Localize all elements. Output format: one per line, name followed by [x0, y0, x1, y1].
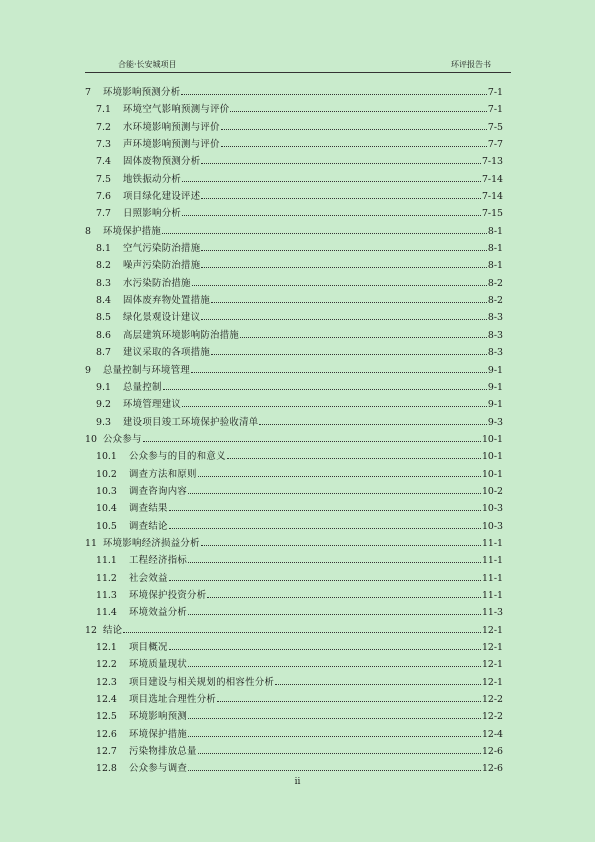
toc-entry-page: 8-2: [487, 277, 503, 289]
toc-dot-leader: [169, 520, 481, 529]
toc-dot-leader: [192, 277, 487, 286]
toc-entry-page: 10-2: [481, 485, 503, 497]
toc-entry-title: 环境保护措施: [129, 728, 188, 740]
toc-entry-number: 12: [85, 624, 97, 636]
toc-dot-leader: [275, 676, 481, 685]
toc-entry-page: 8-3: [487, 329, 503, 341]
toc-entry-title: 高层建筑环境影响防治措施: [123, 329, 240, 341]
toc-entry-title: 环境质量现状: [129, 659, 188, 671]
toc-entry-page: 10-1: [481, 468, 503, 480]
toc-entry[interactable]: [85, 606, 503, 623]
toc-dot-leader: [230, 103, 486, 112]
toc-entry-title: 固体废物预测分析: [123, 156, 201, 168]
toc-dot-leader: [169, 641, 481, 650]
page-number: ii: [294, 777, 301, 787]
toc-entry-number: 11.1: [96, 555, 117, 567]
toc-entry-number: 8.4: [96, 295, 111, 307]
toc-dot-leader: [188, 554, 481, 563]
toc-entry-page: 7-1: [487, 104, 503, 116]
toc-dot-leader: [221, 138, 487, 147]
toc-entry[interactable]: [85, 103, 503, 120]
toc-entry[interactable]: [85, 346, 503, 363]
toc-entry-number: 12.2: [96, 659, 117, 671]
toc-dot-leader: [143, 433, 481, 442]
toc-entry-number: 12.3: [96, 676, 117, 688]
toc-entry-title: 结论: [103, 624, 123, 636]
toc-entry-title: 公众参与: [103, 433, 142, 445]
toc-entry-number: 11: [85, 537, 97, 549]
header-project-name: 合能·长安城项目: [118, 60, 177, 69]
toc-entry-page: 12-1: [481, 642, 503, 653]
toc-entry-title: 建设项目竣工环境保护验收清单: [123, 416, 259, 428]
toc-entry[interactable]: [85, 294, 503, 311]
toc-dot-leader: [201, 190, 481, 199]
toc-entry-number: 11.4: [96, 607, 117, 619]
toc-entry-number: 9.2: [96, 399, 111, 411]
toc-entry-number: 11.3: [96, 589, 117, 601]
toc-entry-number: 9: [85, 364, 91, 376]
toc-entry-page: 9-1: [487, 399, 503, 411]
toc-entry-number: 8.5: [96, 312, 111, 324]
toc-entry-number: 10.4: [96, 503, 117, 515]
toc-entry-title: 社会效益: [129, 572, 168, 584]
toc-dot-leader: [123, 624, 481, 633]
toc-entry-page: 9-1: [487, 364, 503, 376]
toc-entry-number: 12.5: [96, 711, 117, 723]
toc-entry-title: 环境影响经济损益分析: [103, 537, 200, 549]
toc-entry-number: 10.2: [96, 468, 117, 480]
toc-entry-number: 8.7: [96, 347, 111, 359]
toc-entry[interactable]: [85, 311, 503, 328]
toc-entry-title: 固体废弃物处置措施: [123, 295, 211, 307]
toc-entry-number: 10.5: [96, 520, 117, 532]
toc-entry-title: 总量控制与环境管理: [103, 364, 191, 376]
toc-entry[interactable]: [85, 658, 503, 675]
toc-entry[interactable]: [85, 398, 503, 415]
toc-dot-leader: [169, 572, 481, 581]
toc-entry-number: 8.6: [96, 329, 111, 341]
toc-entry-page: 12-2: [481, 711, 503, 723]
toc-entry[interactable]: [85, 693, 503, 710]
toc-dot-leader: [201, 259, 486, 268]
toc-entry-title: 地铁振动分析: [123, 173, 182, 185]
toc-entry-page: 8-2: [487, 295, 503, 307]
toc-entry[interactable]: [85, 207, 503, 224]
toc-entry-number: 8: [85, 225, 91, 237]
toc-entry-number: 10.1: [96, 451, 117, 463]
toc-entry[interactable]: [85, 745, 503, 762]
toc-entry-title: 声环境影响预测与评价: [123, 139, 220, 151]
toc-entry-number: 10: [85, 433, 97, 445]
toc-dot-leader: [188, 710, 481, 719]
toc-dot-leader: [221, 121, 487, 130]
toc-dot-leader: [188, 762, 481, 771]
toc-entry[interactable]: [85, 155, 503, 172]
toc-entry[interactable]: [85, 520, 503, 537]
toc-entry-number: 12.6: [96, 728, 117, 740]
toc-entry-number: 7.7: [96, 208, 111, 220]
toc-entry-title: 工程经济指标: [129, 555, 188, 567]
toc-entry-number: 12.1: [96, 642, 117, 653]
toc-entry-page: 12-6: [481, 746, 503, 758]
toc-entry-title: 项目概况: [129, 642, 168, 653]
toc-entry-number: 10.3: [96, 485, 117, 497]
toc-entry[interactable]: [85, 450, 503, 467]
toc-entry-number: 7: [85, 87, 91, 98]
toc-entry-title: 项目选址合理性分析: [129, 694, 217, 706]
toc-entry-page: 8-1: [487, 225, 503, 237]
toc-entry-page: 12-1: [481, 676, 503, 688]
toc-entry-title: 公众参与调查: [129, 763, 188, 775]
table-of-contents: [85, 86, 503, 780]
toc-entry[interactable]: [85, 242, 503, 259]
toc-entry-title: 建议采取的各项措施: [123, 347, 211, 359]
toc-entry-number: 7.1: [96, 104, 111, 116]
toc-entry-title: 水环境影响预测与评价: [123, 121, 220, 133]
toc-entry-number: 9.1: [96, 381, 111, 393]
toc-entry-page: 7-13: [481, 156, 503, 168]
toc-entry-page: 12-1: [481, 624, 503, 636]
toc-entry[interactable]: [85, 364, 503, 381]
toc-dot-leader: [182, 173, 481, 182]
toc-entry-number: 7.3: [96, 139, 111, 151]
toc-entry-page: 7-15: [481, 208, 503, 220]
toc-entry[interactable]: [85, 485, 503, 502]
toc-entry-title: 空气污染防治措施: [123, 243, 201, 255]
toc-entry-page: 8-1: [487, 260, 503, 272]
toc-entry-page: 11-1: [481, 589, 503, 601]
toc-dot-leader: [211, 294, 487, 303]
toc-entry-number: 12.8: [96, 763, 117, 775]
toc-dot-leader: [211, 346, 487, 355]
toc-entry-page: 7-14: [481, 173, 503, 185]
toc-entry-number: 8.2: [96, 260, 111, 272]
toc-entry[interactable]: [85, 225, 503, 242]
toc-entry-page: 10-3: [481, 520, 503, 532]
toc-entry-title: 污染物排放总量: [129, 746, 197, 758]
toc-entry-title: 环境影响预测: [129, 711, 188, 723]
toc-entry[interactable]: [85, 676, 503, 693]
toc-entry[interactable]: [85, 624, 503, 641]
toc-entry[interactable]: [85, 190, 503, 207]
toc-dot-leader: [182, 207, 481, 216]
toc-dot-leader: [201, 242, 486, 251]
header-document-type: 环评报告书: [451, 60, 491, 69]
toc-entry-title: 调查结论: [129, 520, 168, 532]
page-header: [85, 58, 511, 73]
toc-entry-number: 8.3: [96, 277, 111, 289]
toc-dot-leader: [259, 416, 486, 425]
toc-entry-title: 公众参与的目的和意义: [129, 451, 226, 463]
toc-dot-leader: [198, 745, 481, 754]
toc-entry-title: 项目建设与相关规划的相容性分析: [129, 676, 275, 688]
toc-entry-title: 绿化景观设计建议: [123, 312, 201, 324]
toc-entry-number: 8.1: [96, 243, 111, 255]
toc-entry-title: 日照影响分析: [123, 208, 182, 220]
toc-entry-page: 9-3: [487, 416, 503, 428]
toc-entry-number: 7.4: [96, 156, 111, 168]
toc-dot-leader: [201, 311, 486, 320]
toc-entry-page: 7-14: [481, 191, 503, 203]
toc-entry[interactable]: [85, 554, 503, 571]
toc-entry-page: 8-3: [487, 312, 503, 324]
toc-entry-title: 环境空气影响预测与评价: [123, 104, 230, 116]
toc-entry-page: 10-1: [481, 433, 503, 445]
toc-entry[interactable]: [85, 537, 503, 554]
toc-entry-page: 11-1: [481, 555, 503, 567]
toc-entry-number: 7.5: [96, 173, 111, 185]
toc-entry-title: 调查咨询内容: [129, 485, 188, 497]
toc-entry-number: 9.3: [96, 416, 111, 428]
toc-entry-title: 环境保护投资分析: [129, 589, 207, 601]
toc-entry[interactable]: [85, 86, 503, 103]
toc-entry[interactable]: [85, 277, 503, 294]
toc-entry[interactable]: [85, 121, 503, 138]
toc-entry[interactable]: [85, 329, 503, 346]
toc-entry-page: 11-1: [481, 572, 503, 584]
toc-entry[interactable]: [85, 728, 503, 745]
toc-dot-leader: [162, 225, 487, 234]
toc-entry-number: 7.2: [96, 121, 111, 133]
toc-entry-page: 10-1: [481, 451, 503, 463]
toc-dot-leader: [217, 693, 481, 702]
toc-dot-leader: [163, 381, 487, 390]
toc-entry-page: 12-6: [481, 763, 503, 775]
toc-entry[interactable]: [85, 710, 503, 727]
toc-dot-leader: [201, 155, 481, 164]
toc-entry[interactable]: [85, 173, 503, 190]
toc-dot-leader: [188, 606, 481, 615]
toc-dot-leader: [227, 450, 481, 459]
toc-entry-number: 12.7: [96, 746, 117, 758]
toc-entry[interactable]: [85, 138, 503, 155]
toc-dot-leader: [240, 329, 487, 338]
toc-entry[interactable]: [85, 641, 503, 658]
toc-entry-page: 7-1: [487, 87, 503, 98]
toc-dot-leader: [198, 468, 481, 477]
toc-entry-page: 8-3: [487, 347, 503, 359]
toc-entry-title: 噪声污染防治措施: [123, 260, 201, 272]
toc-entry-page: 12-2: [481, 694, 503, 706]
toc-entry-page: 7-5: [487, 121, 503, 133]
toc-entry[interactable]: [85, 259, 503, 276]
toc-entry[interactable]: [85, 433, 503, 450]
toc-dot-leader: [188, 485, 481, 494]
toc-entry-title: 调查结果: [129, 503, 168, 515]
toc-entry-title: 环境管理建议: [123, 399, 182, 411]
toc-entry-title: 环境影响预测分析: [103, 87, 181, 98]
toc-entry-page: 8-1: [487, 243, 503, 255]
toc-entry[interactable]: [85, 572, 503, 589]
toc-entry-number: 11.2: [96, 572, 117, 584]
toc-entry-title: 调查方法和原则: [129, 468, 197, 480]
toc-entry-number: 7.6: [96, 191, 111, 203]
toc-entry-page: 12-4: [481, 728, 503, 740]
toc-entry-number: 12.4: [96, 694, 117, 706]
toc-dot-leader: [191, 364, 487, 373]
toc-dot-leader: [207, 589, 481, 598]
toc-entry-page: 11-1: [481, 537, 503, 549]
toc-dot-leader: [188, 658, 481, 667]
toc-entry-page: 11-3: [481, 607, 503, 619]
toc-entry[interactable]: [85, 416, 503, 433]
toc-entry-title: 总量控制: [123, 381, 162, 393]
toc-entry-page: 12-1: [481, 659, 503, 671]
toc-entry-title: 项目绿化建设评述: [123, 191, 201, 203]
toc-entry[interactable]: [85, 502, 503, 519]
toc-entry-title: 水污染防治措施: [123, 277, 191, 289]
toc-dot-leader: [169, 502, 481, 511]
toc-entry-page: 10-3: [481, 503, 503, 515]
toc-entry-page: 9-1: [487, 381, 503, 393]
toc-dot-leader: [181, 86, 486, 95]
toc-entry[interactable]: [85, 468, 503, 485]
toc-dot-leader: [201, 537, 481, 546]
toc-entry[interactable]: [85, 589, 503, 606]
toc-entry-title: 环境保护措施: [103, 225, 162, 237]
toc-dot-leader: [188, 728, 481, 737]
toc-entry-page: 7-7: [487, 139, 503, 151]
toc-entry-title: 环境效益分析: [129, 607, 188, 619]
toc-entry[interactable]: [85, 381, 503, 398]
toc-dot-leader: [182, 398, 487, 407]
